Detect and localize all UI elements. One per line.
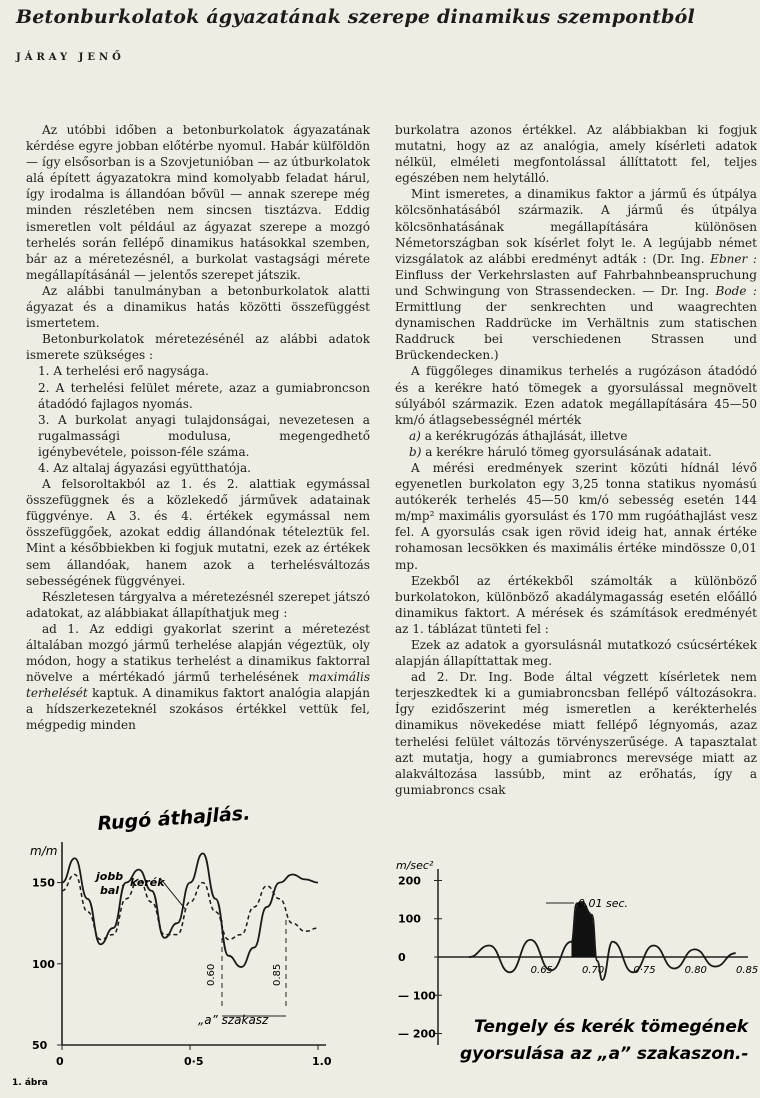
figure-label: 1. ábra bbox=[12, 1078, 48, 1088]
list-item: b) a kerékre háruló tömeg gyorsulásának adatait. bbox=[409, 444, 712, 459]
paragraph: ad 2. Dr. Ing. Bode által végzett kísérletek nem terjeszkedtek ki a gumiabroncsban fellépő változásokra. Így ezidőszerint még ismeretlen a kerékterhelés dinamikus növekedése miatt fellépő légnyomás, azaz terhelési felület változás törvényszerűsége. A tapasztalat azt mutatja, hogy a gumiabroncs merevsége miatt az alakváltozása lassúbb, mint az erőhatás, így a gumiabroncs csak bbox=[395, 670, 757, 797]
y-tick-label: 50 bbox=[32, 1039, 48, 1052]
right-column bbox=[395, 122, 757, 854]
author-ref: Bode : bbox=[715, 283, 757, 298]
legend-bal: bal bbox=[100, 884, 120, 897]
article-title: Betonburkolatok ágyazatának szerepe dinamikus szempontból bbox=[16, 6, 695, 28]
interval-label: 0.01 sec. bbox=[578, 897, 629, 910]
list-item: 3. A burkolat anyagi tulajdonságai, nevezetesen a rugalmassági modulusa, megengedhető igénybevétele, poisson-féle száma. bbox=[38, 412, 370, 459]
marker-label-060: 0.60 bbox=[206, 963, 217, 986]
x-ticks bbox=[56, 1045, 332, 1068]
figure-acceleration bbox=[378, 855, 760, 1094]
spring-deflection-chart bbox=[0, 780, 380, 1094]
x-tick-label: 0.65 bbox=[530, 965, 553, 976]
paragraph: A mérési eredmények szerint közúti hídnál lévő egyenetlen burkolaton egy 3,25 tonna statikus nyomású autókerék terhelés 45—50 km/ó sebesség esetén 144 m/mp² maximális gyorsulást és 170 mm rugóáthajlást vesz fel. A gyorsulás csak igen rövid ideig hat, annak értéke rohamosan lecsökken és maximális értéke mindössze 0,01 mp. bbox=[395, 460, 757, 572]
y-tick-label: — 200 bbox=[398, 1027, 436, 1041]
paragraph: A felsoroltakból az 1. és 2. alattiak egymással összefüggnek és a közlekedő járművek adatainak függvénye. A 3. és 4. értékek egymással nem összefüggőek, azokat eddig állandónak tételeztük fel. Mint a későbbiekben ki fogjuk mutatni, ezek az értékek sem állandóak, hanem azok a terhelésváltozás sebességének függvényei. bbox=[26, 477, 370, 588]
paragraph: Részletesen tárgyalva a méretezésnél szerepet játszó adatokat, az alábbiakat állapíthatjuk meg : bbox=[26, 589, 370, 620]
paragraph: A függőleges dinamikus terhelés a rugózáson átadódó és a kerékre ható tömegek a gyorsulással megnövelt súlyából származik. Ezen adatok megállapítására 45—50 km/ó átlagsebességnél mérték bbox=[395, 364, 757, 427]
emphasis: maximális terhelését bbox=[26, 670, 370, 701]
y-tick-label: 100 bbox=[32, 957, 55, 971]
x-tick-label: 0.70 bbox=[582, 965, 605, 976]
legend-pointer bbox=[160, 878, 186, 910]
x-tick-label: 0.80 bbox=[684, 965, 707, 976]
y-ticks bbox=[32, 877, 62, 1052]
x-tick-label: 1.0 bbox=[312, 1055, 332, 1068]
figure-spring-deflection bbox=[0, 780, 380, 1094]
y-axis-label: m/m bbox=[30, 844, 58, 858]
x-tick-label: 0.85 bbox=[736, 965, 759, 976]
paragraph: burkolatra azonos értékkel. Az alábbiakban ki fogjuk mutatni, hogy az az analógia, amely kísérleti adatok nélkül, elméleti megfontolással állíttatott fel, teljes egészében nem helytálló. bbox=[395, 123, 757, 186]
list-item: 1. A terhelési erő nagysága. bbox=[38, 364, 209, 379]
author-ref: Ebner : bbox=[710, 251, 757, 266]
paragraph: Ezekből az értékekből számolták a különböző burkolatokon, különböző akadálymagasság esetén előálló dinamikus faktort. A mérések és számítások eredményét az 1. táblázat tünteti fel : bbox=[395, 573, 757, 636]
list-item: 4. Az altalaj ágyazási együtthatója. bbox=[38, 460, 252, 475]
y-axis-label: m/sec² bbox=[396, 859, 434, 872]
legend-jobb: jobb bbox=[96, 870, 124, 883]
chart-title: Rugó áthajlás. bbox=[96, 802, 251, 835]
x-tick-label: 0·75 bbox=[633, 965, 656, 976]
x-tick-label: 0 bbox=[56, 1055, 64, 1068]
x-ticks bbox=[531, 965, 759, 976]
legend-kerek: kerék bbox=[130, 876, 165, 889]
y-tick-label: 200 bbox=[398, 874, 421, 888]
list-item: 2. A terhelési felület mérete, azaz a gumiabroncson átadódó fajlagos nyomás. bbox=[38, 380, 370, 411]
marker-label-085: 0.85 bbox=[272, 963, 283, 986]
paragraph: ad 1. Az eddigi gyakorlat szerint a méretezést általában mozgó jármű terhelése alapján végeztük, oly módon, hogy a statikus terhelést a dinamikus faktorral növelve a mértékadó jármű terhelésének maximális terhelését kaptuk. A dinamikus faktort analógia alapján a hídszerkezeteknél szokásos értékkel vettük fel, mégpedig minden bbox=[26, 621, 370, 733]
paragraph: Ezek az adatok a gyorsulásnál mutatkozó csúcsértékek alapján állapíttattak meg. bbox=[395, 638, 757, 669]
y-tick-label: 100 bbox=[398, 912, 421, 926]
x-tick-label: 0·5 bbox=[184, 1055, 204, 1068]
article-author: JÁRAY JENŐ bbox=[16, 52, 125, 63]
paragraph: Az alábbi tanulmányban a betonburkolatok alatti ágyazat és a dinamikus hatás közötti összefüggést ismertetem. bbox=[26, 283, 370, 331]
chart-title: Tengely és kerék tömegének gyorsulása az „a” szakaszon.- bbox=[460, 1017, 749, 1064]
y-tick-label: 150 bbox=[32, 876, 55, 890]
y-ticks bbox=[398, 874, 442, 1040]
left-column bbox=[26, 122, 370, 782]
segment-label: „a” szakasz bbox=[198, 1013, 269, 1027]
y-tick-label: — 100 bbox=[398, 989, 436, 1003]
y-tick-label: 0 bbox=[398, 951, 406, 964]
paragraph: Betonburkolatok méretezésénél az alábbi adatok ismerete szükséges : bbox=[26, 332, 370, 363]
paragraph: Az utóbbi időben a betonburkolatok ágyazatának kérdése egyre jobban előtérbe nyomul. Habár külföldön — így elsősorban is a Szovjetunióban — az útburkolatok alá épített ágyazatokra mind komolyabb feladat hárul, így irodalma is állandóan bővül — annak szerepe még minden részletében nem sincsen tisztázva. Eddig ismeretlen volt például az ágyazat szerepe a mozgó terhelés során fellépő dinamikus hatásokkal szemben, bár az a méretezésnél, a burkolat vastagsági mérete megállapításánál — jelentős szerepet játszik. bbox=[26, 123, 370, 282]
list-item: a) a kerékrugózás áthajlását, illetve bbox=[409, 428, 628, 443]
acceleration-chart bbox=[378, 855, 760, 1094]
paragraph: Mint ismeretes, a dinamikus faktor a jármű és útpálya kölcsönhatásából származik. A jármű és útpálya kölcsönhatásának megállapítására különösen Németországban sok kísérlet folyt le. A legújabb német vizsgálatok az alábbi eredményt adták : (Dr. Ing. Ebner : Einfluss der Verkehrslasten auf Fahrbahnbeanspruchung und Schwingung von Strassendecken. — Dr. Ing. Bode : Ermittlung der senkrechten und waagrechten dynamischen Raddrücke im Verhältnis zum statischen Raddruck bei verschiedenen Strassen und Brückendecken.) bbox=[395, 187, 757, 363]
